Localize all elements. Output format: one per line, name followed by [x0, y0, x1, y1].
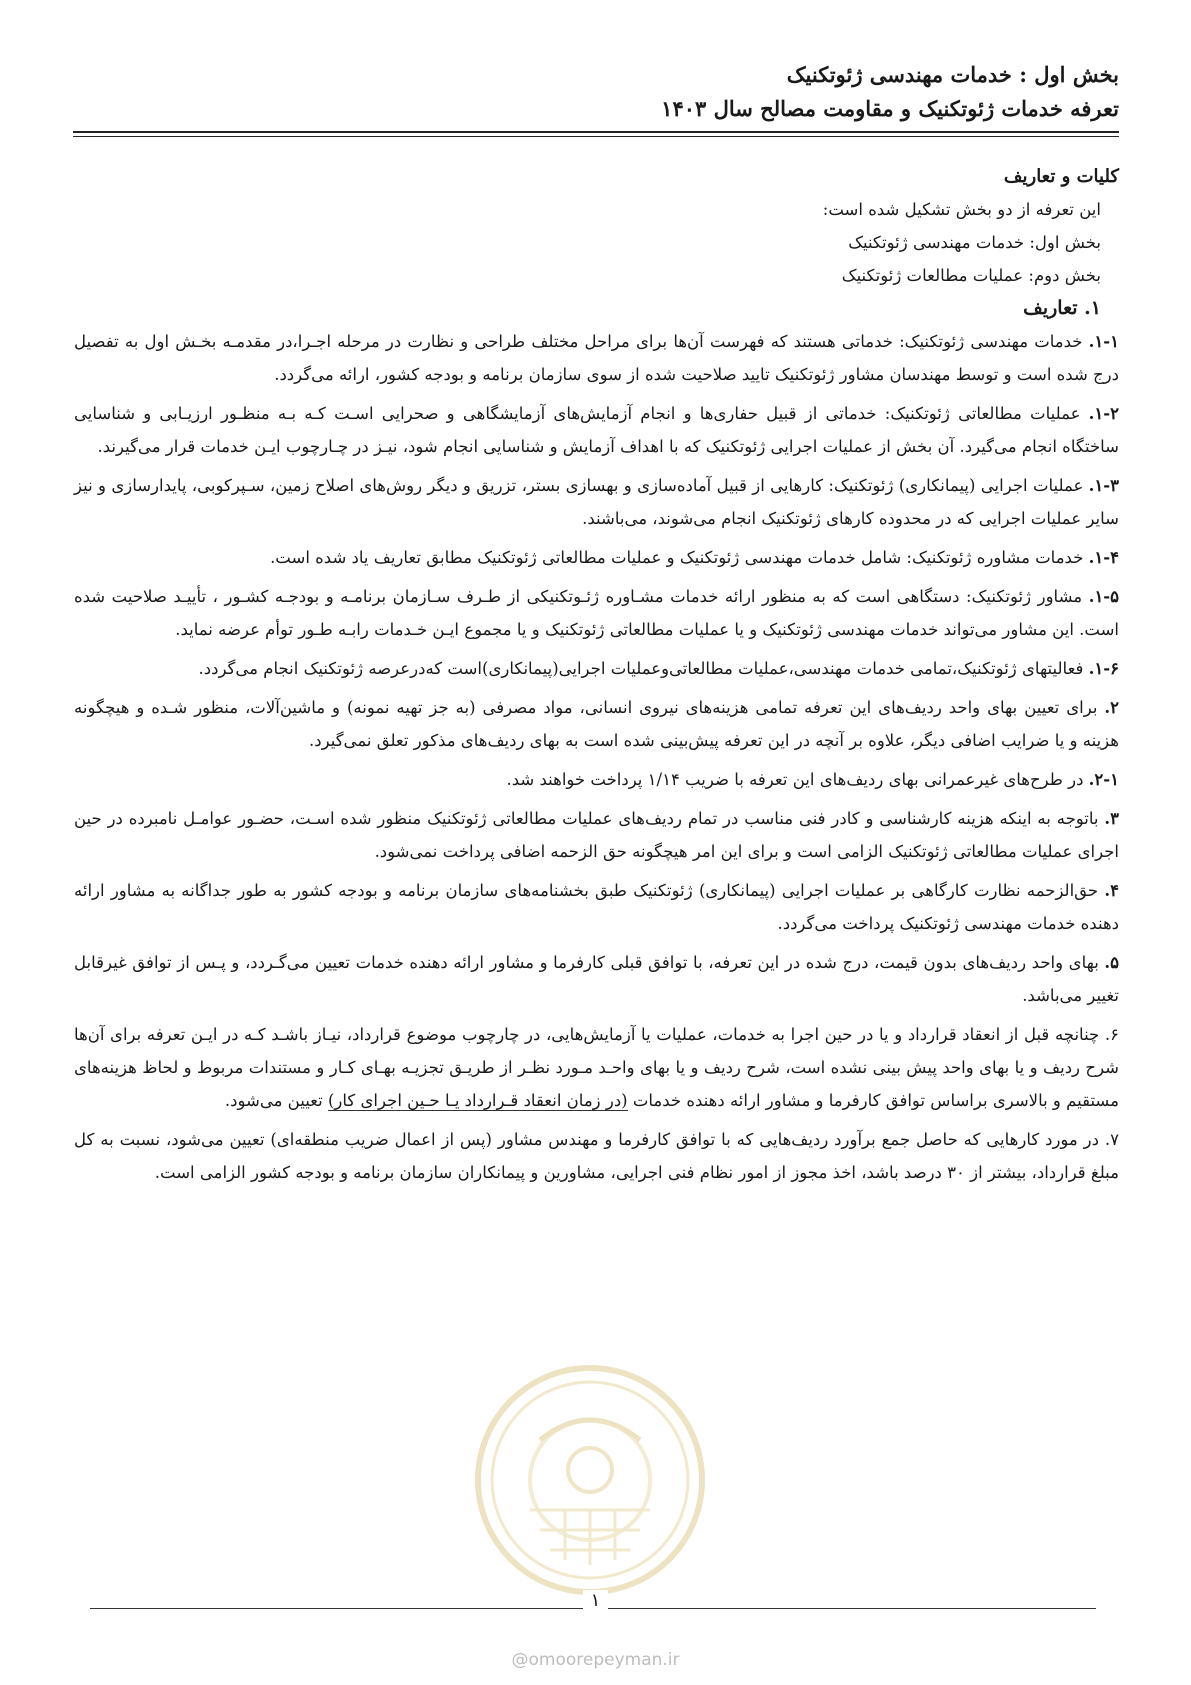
item-number: ۴.	[1104, 881, 1119, 900]
item-text: چنانچه قبل از انعقاد قرارداد و یا در حین اجرا به خدمات، عملیات یا آزمایش‌هایی، در چارچوب موضوع قرارداد، نیـاز باشـد کـه در ایـن تعرفه برای آن‌ها شرح ردیف و یا بهای واحد پیش بینی نشده است، شرح ردیف و یا بهای واحـد مـورد نظـر از طریـق تجزیـه بهـای کـار و مستندات مربوط و لحاظ هزینه‌های مستقیم و بالاسری براساس توافق کارفرما و مشاور ارائه دهنده خدمات	[74, 1025, 1119, 1110]
item-2	[74, 691, 1119, 757]
item-text: حق‌الزحمه نظارت کارگاهی بر عملیات اجرایی (پیمانکاری) ژئوتکنیک طبق بخشنامه‌های سازمان برنامه و بودجه کشور به طور جداگانه به مشاور ارائه دهنده خدمات مهندسی ژئوتکنیک پرداخت می‌گردد.	[74, 881, 1119, 933]
definition-text: عملیات مطالعاتی ژئوتکنیک: خدماتی از قبیل حفاری‌ها و انجام آزمایش‌های آزمایشگاهی و صحرایی اسـت کـه بـه منظـور ارزیـابی و شناسایی ساختگاه انجام می‌گیرد. آن بخش از عملیات اجرایی ژئوتکنیک که با اهداف آزمایش و شناسایی انجام شود، نیـز در چـارچوب ایـن خدمات قرار می‌گیرند.	[74, 404, 1119, 456]
item-text: در مورد کارهایی که حاصل جمع برآورد ردیف‌هایی که با توافق کارفرما و مهندس مشاور (پس از اعمال ضریب منطقه‌ای) تعیین می‌شود، نسبت به کل مبلغ قرارداد، بیشتر از ۳۰ درصد باشد، اخذ مجوز از امور نظام فنی اجرایی، مشاورین و پیمانکاران سازمان برنامه و بودجه کشور الزامی است.	[74, 1130, 1119, 1182]
item-text: باتوجه به اینکه هزینه کارشناسی و کادر فنی مناسب در تمام ردیف‌های عملیات مطالعاتی ژئوتکنیک منظور شده اسـت، حضـور عوامـل نامبرده در حین اجرای عملیات مطالعاتی ژئوتکنیک الزامی است و برای این امر هیچگونه حق الزحمه اضافی پرداخت نمی‌شود.	[74, 809, 1119, 861]
item-6	[74, 1018, 1119, 1117]
watermark-seal	[470, 1360, 710, 1600]
definition-text: مشاور ژئوتکنیک: دستگاهی است که به منظور ارائه خدمات مشـاوره ژئـوتکنیکی از طـرف سـازمان برنامـه و بودجـه کشـور ، تأییـد صلاحیت شده است. این مشاور می‌تواند خدمات مهندسی ژئوتکنیک و یا عملیات مطالعاتی ژئوتکنیک و یا مجموع ایـن خـدمات رابـه طـور توأم عرضه نماید.	[74, 587, 1119, 639]
item-text: بهای واحد ردیف‌های بدون قیمت، درج شده در این تعرفه، با توافق قبلی کارفرما و مشاور ارائه دهنده خدمات تعیین می‌گـردد، و پـس از توافق غیرقابل تغییر می‌باشد.	[74, 953, 1119, 1005]
header-document-title: تعرفه خدمات ژئوتکنیک و مقاومت مصالح سال ۱۴۰۳	[661, 96, 1119, 121]
page-number	[0, 1590, 1191, 1611]
general-part-2: بخش دوم: عملیات مطالعات ژئوتکنیک	[841, 266, 1101, 285]
item-number: ۶.	[1104, 1025, 1119, 1044]
watermark-site: @omoorepeyman.ir	[511, 1650, 680, 1670]
item-number: ۵.	[1104, 953, 1119, 972]
item-underlined-text: (در زمان انعقاد قـرارداد یـا حـین اجرای کار)	[327, 1091, 628, 1110]
definition-1-3	[74, 469, 1119, 535]
item-number: ۳.	[1104, 809, 1119, 828]
definitions-heading: ۱. تعاریف	[1023, 297, 1101, 319]
definition-1-5	[74, 580, 1119, 646]
definition-number: ۱-۴.	[1088, 548, 1119, 567]
header-rule-thin	[73, 136, 1119, 137]
definition-number: ۱-۵.	[1088, 587, 1120, 606]
definition-number: ۱-۳.	[1088, 476, 1119, 495]
item-2-1	[74, 763, 1119, 796]
general-part-1: بخش اول: خدمات مهندسی ژئوتکنیک	[848, 233, 1101, 252]
item-number: ۷.	[1104, 1130, 1119, 1149]
general-intro: این تعرفه از دو بخش تشکیل شده است:	[822, 200, 1101, 219]
definition-1-4	[74, 541, 1119, 574]
page-body	[74, 160, 1119, 1195]
item-number: ۲-۱.	[1088, 770, 1119, 789]
definition-text: فعالیتهای ژئوتکنیک،تمامی خدمات مهندسی،عملیات مطالعاتی‌وعملیات اجرایی(پیمانکاری)است که‌درعرصه ژئوتکنیک انجام می‌گردد.	[198, 659, 1089, 678]
definition-1-6	[74, 652, 1119, 685]
item-text: برای تعیین بهای واحد ردیف‌های این تعرفه تمامی هزینه‌های نیروی انسانی، مواد مصرفی (به جز تهیه نمونه) و ماشین‌آلات، منظور شـده و هیچگونه هزینه و یا ضرایب اضافی دیگر، علاوه بر آنچه در این تعرفه پیش‌بینی شده است به بهای ردیف‌های مذکور تعلق نمی‌گیرد.	[74, 698, 1119, 750]
definition-1-2	[74, 397, 1119, 463]
header-section-title: بخش اول : خدمات مهندسی ژئوتکنیک	[786, 62, 1119, 87]
definition-text: خدمات مهندسی ژئوتکنیک: خدماتی هستند که فهرست آن‌ها برای مراحل مختلف طراحی و نظارت در مرحله اجـرا،در مقدمـه بخـش اول به تفصیل درج شده است و توسط مهندسان مشاور ژئوتکنیک تایید صلاحیت شده از سوی سازمان برنامه و بودجه کشور، ارائه می‌گردد.	[74, 332, 1119, 384]
item-5	[74, 946, 1119, 1012]
page-number-text: ۱	[583, 1590, 609, 1611]
definition-number: ۱-۲.	[1088, 404, 1119, 423]
definition-text: عملیات اجرایی (پیمانکاری) ژئوتکنیک: کارهایی از قبیل آماده‌سازی و بهسازی بستر، تزریق و دیگر روش‌های اصلاح زمین، سـپرکوبی، پایدارسازی و نیز سایر عملیات اجرایی که در محدوده کارهای ژئوتکنیک انجام می‌شوند، می‌باشند.	[74, 476, 1119, 528]
item-4	[74, 874, 1119, 940]
item-text: در طرح‌های غیرعمرانی بهای ردیف‌های این تعرفه با ضریب ۱/۱۴ پرداخت خواهند شد.	[506, 770, 1089, 789]
item-7	[74, 1123, 1119, 1189]
definition-text: خدمات مشاوره ژئوتکنیک: شامل خدمات مهندسی ژئوتکنیک و عملیات مطالعاتی ژئوتکنیک مطابق تعاریف یاد شده است.	[270, 548, 1089, 567]
definition-number: ۱-۶.	[1088, 659, 1119, 678]
definition-1-1	[74, 325, 1119, 391]
item-number: ۲.	[1104, 698, 1119, 717]
definition-number: ۱-۱.	[1088, 332, 1119, 351]
general-heading: کلیات و تعاریف	[1003, 166, 1119, 187]
item-3	[74, 802, 1119, 868]
header-rule-thick	[73, 131, 1119, 133]
page-header	[74, 58, 1119, 126]
item-text-end: تعیین می‌شود.	[224, 1091, 328, 1110]
